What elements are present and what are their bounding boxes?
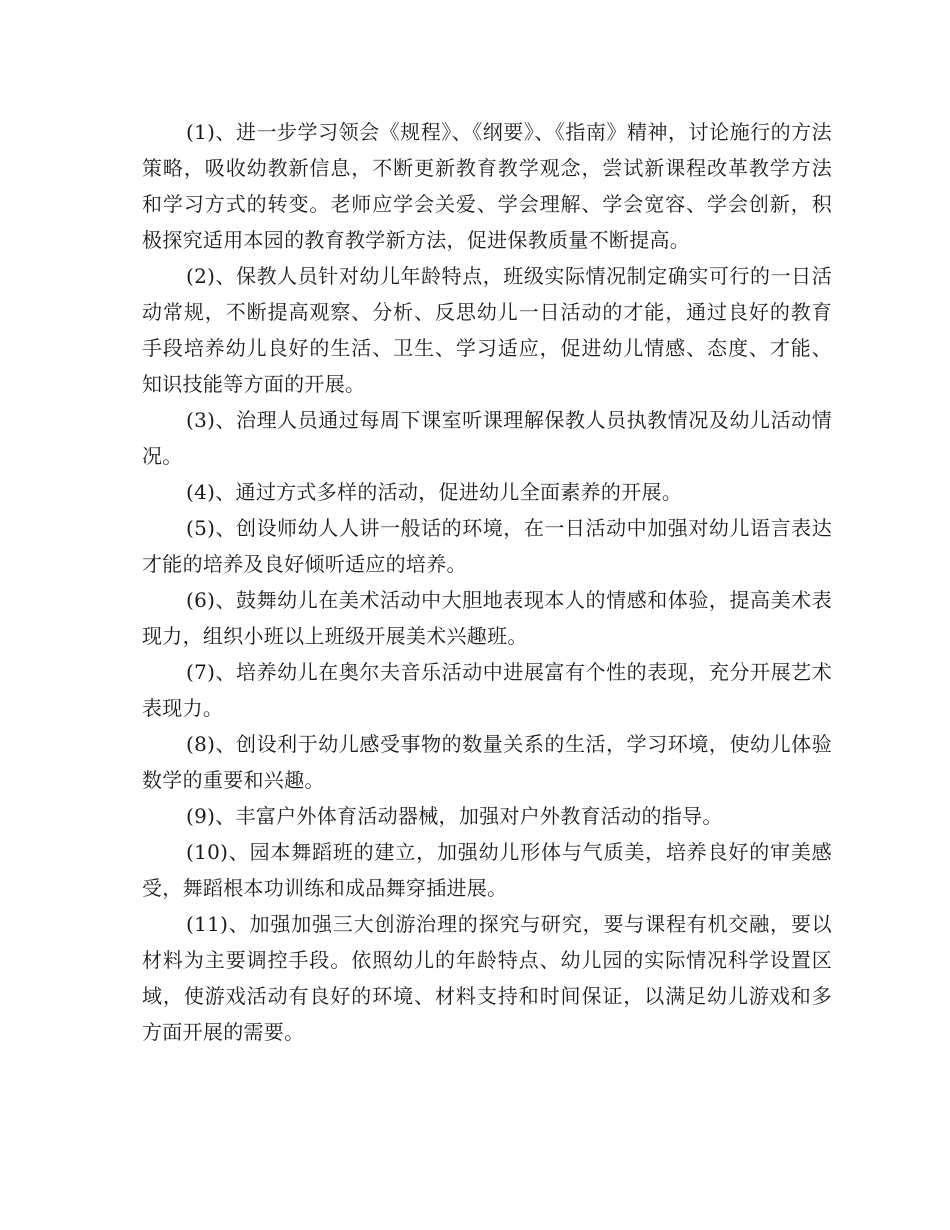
paragraph-4: (4)、通过方式多样的活动，促进幼儿全面素养的开展。 bbox=[186, 480, 683, 504]
document-body bbox=[142, 114, 832, 1050]
paragraph-8: (8)、创设利于幼儿感受事物的数量关系的生活，学习环境，使幼儿体验数学的重要和兴趣。 bbox=[142, 732, 832, 792]
paragraph-11: (11)、加强加强三大创游治理的探究与研究，要与课程有机交融，要以材料为主要调控手段。依照幼儿的年龄特点、幼儿园的实际情况科学设置区域，使游戏活动有良好的环境、材料支持和时间保证，以满足幼儿游戏和多方面开展的需要。 bbox=[142, 912, 832, 1044]
paragraph-7: (7)、培养幼儿在奥尔夫音乐活动中进展富有个性的表现，充分开展艺术表现力。 bbox=[142, 660, 832, 720]
paragraph-2: (2)、保教人员针对幼儿年龄特点，班级实际情况制定确实可行的一日活动常规，不断提高观察、分析、反思幼儿一日活动的才能，通过良好的教育手段培养幼儿良好的生活、卫生、学习适应，促进幼儿情感、态度、才能、知识技能等方面的开展。 bbox=[142, 264, 832, 396]
paragraph-3: (3)、治理人员通过每周下课室听课理解保教人员执教情况及幼儿活动情况。 bbox=[142, 408, 832, 468]
paragraph-10: (10)、园本舞蹈班的建立，加强幼儿形体与气质美，培养良好的审美感受，舞蹈根本功训练和成品舞穿插进展。 bbox=[142, 840, 832, 900]
paragraph-1: (1)、进一步学习领会《规程》、《纲要》、《指南》精神，讨论施行的方法策略，吸收幼教新信息，不断更新教育教学观念，尝试新课程改革教学方法和学习方式的转变。老师应学会关爱、学会理解、学会宽容、学会创新，积极探究适用本园的教育教学新方法，促进保教质量不断提高。 bbox=[142, 120, 832, 252]
paragraph-5: (5)、创设师幼人人讲一般话的环境，在一日活动中加强对幼儿语言表达才能的培养及良好倾听适应的培养。 bbox=[142, 516, 832, 576]
paragraph-6: (6)、鼓舞幼儿在美术活动中大胆地表现本人的情感和体验，提高美术表现力，组织小班以上班级开展美术兴趣班。 bbox=[142, 588, 832, 648]
paragraph-9: (9)、丰富户外体育活动器械，加强对户外教育活动的指导。 bbox=[186, 804, 723, 828]
